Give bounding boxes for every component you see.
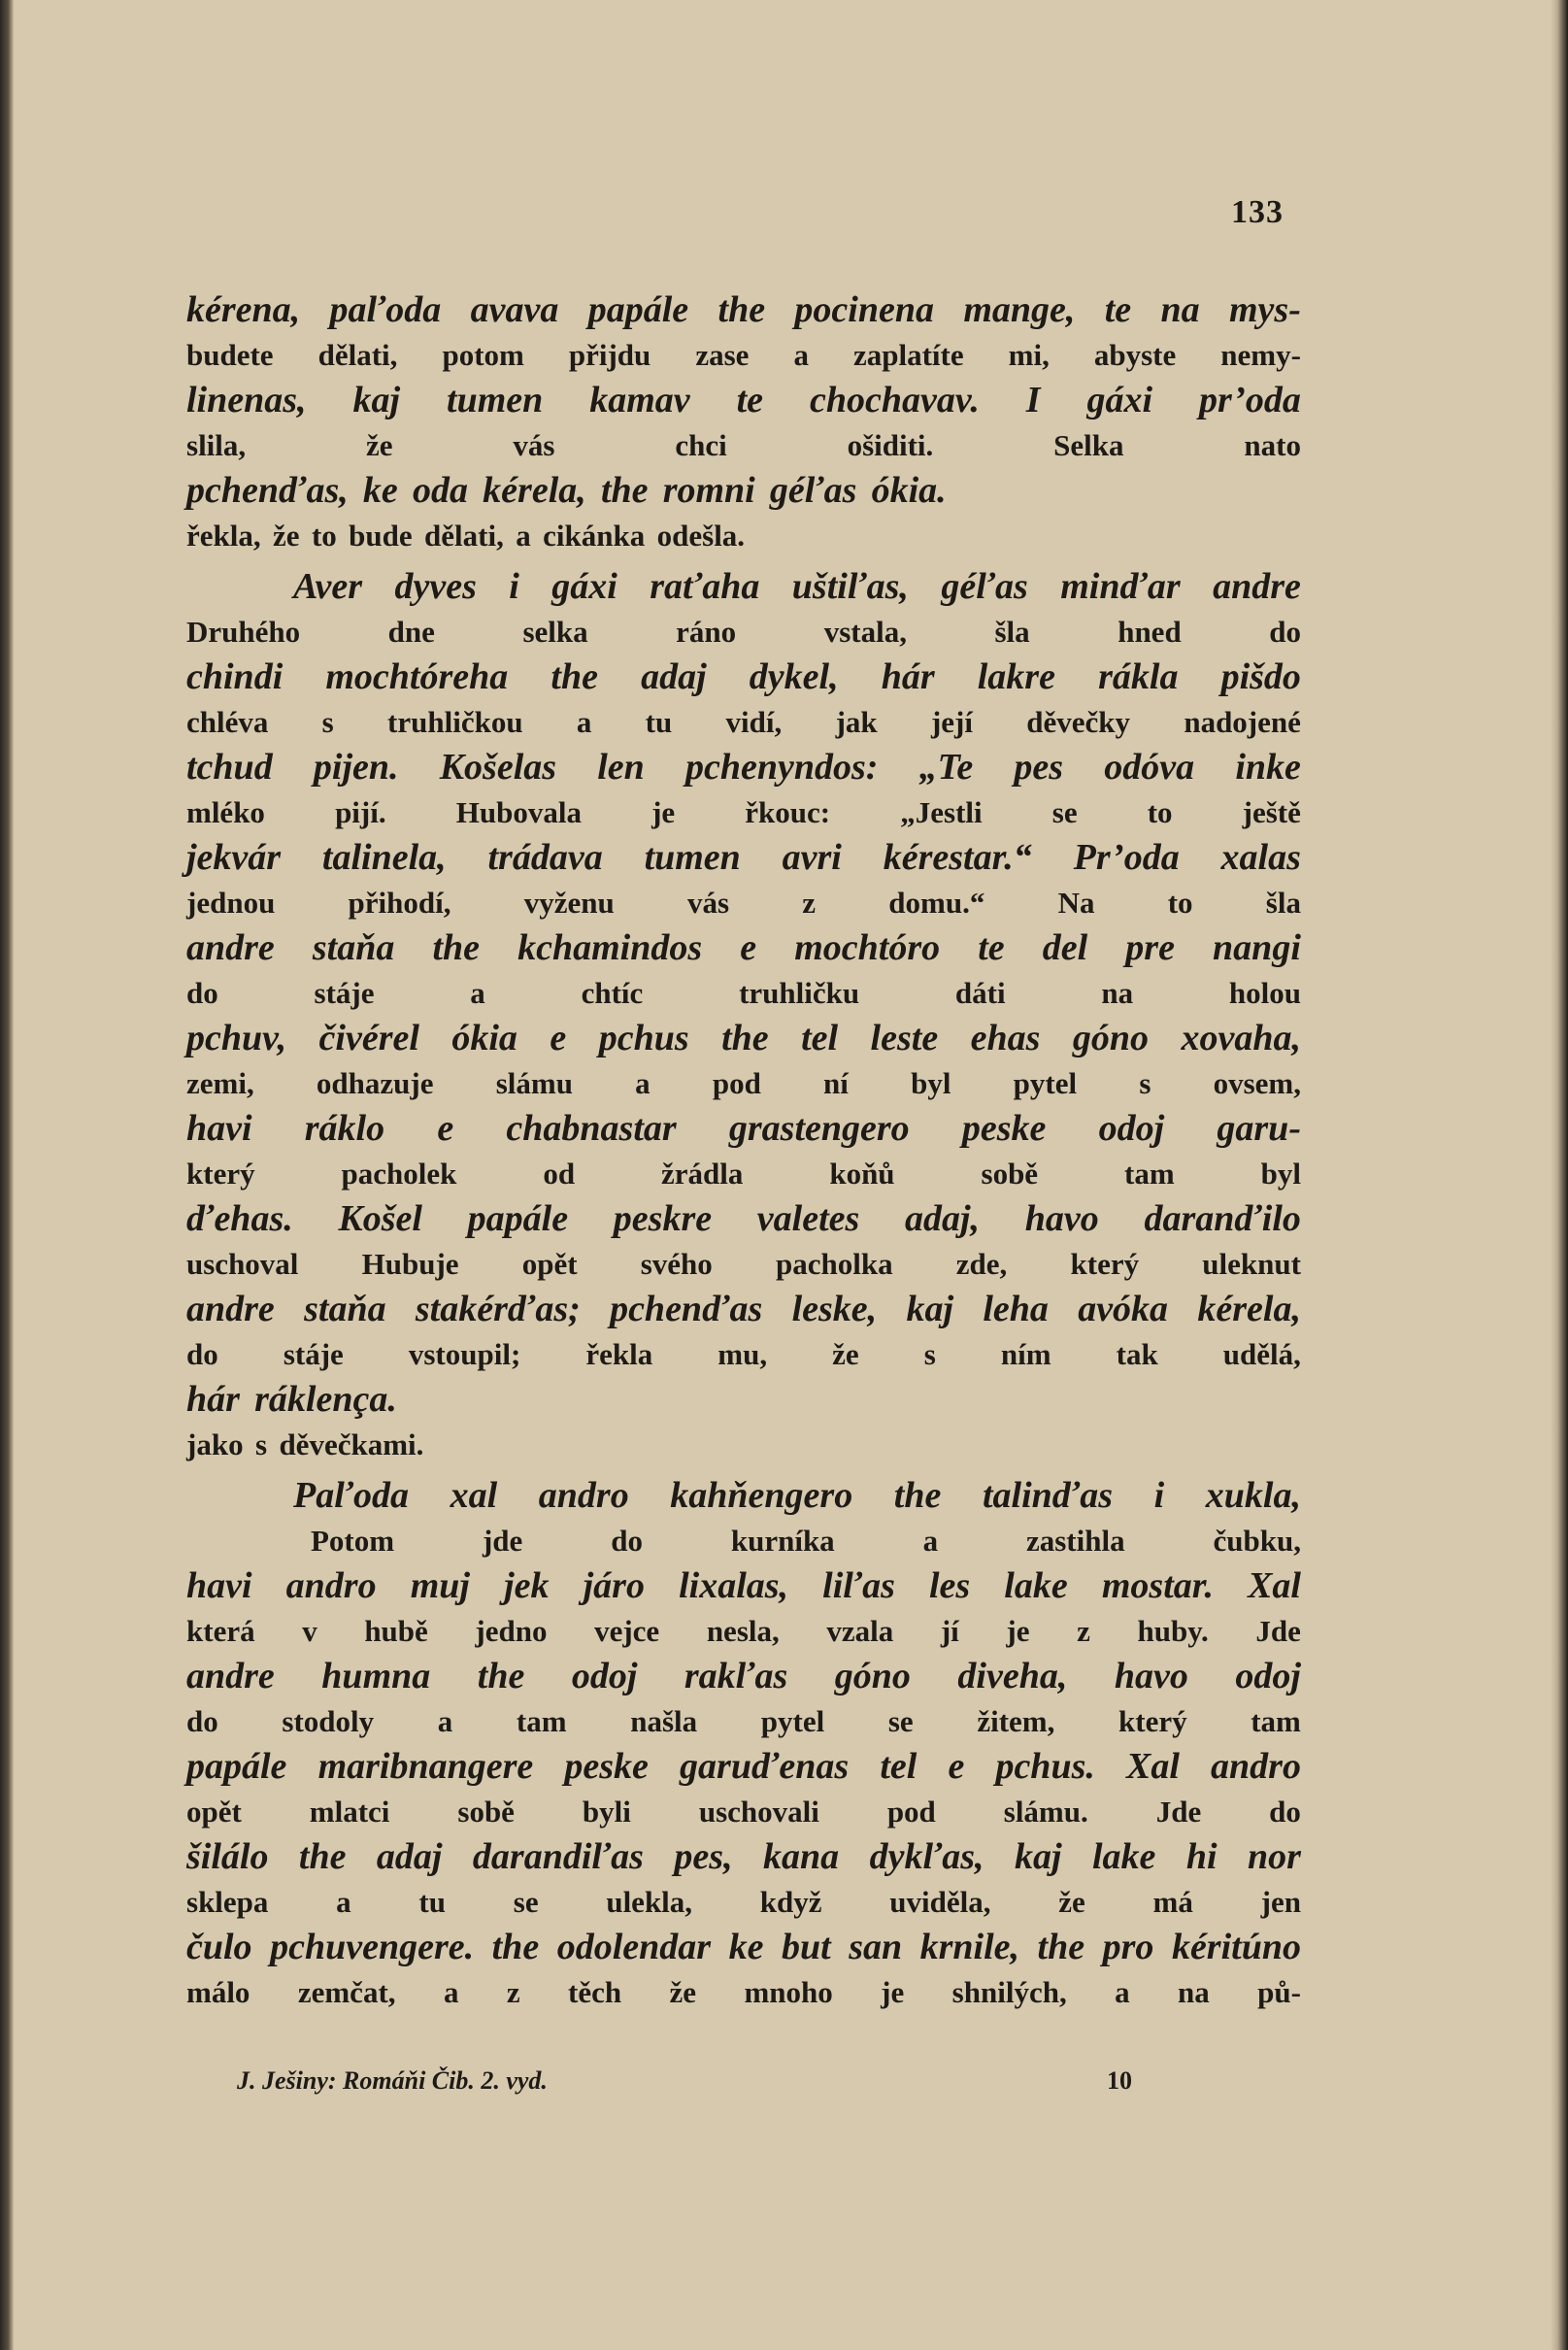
czech-line: do stáje a chtíc truhličku dáti na holou — [186, 976, 1301, 1010]
romani-line: ďehas. Košel papále peskre valetes adaj, havo daranďilo — [186, 1198, 1301, 1239]
romani-line: čulo pchuvengere. the odolendar ke but san krnile, the pro kéritúno — [186, 1927, 1301, 1967]
czech-line: jako s děvečkami. — [186, 1427, 424, 1461]
page-number: 133 — [1231, 194, 1284, 230]
romani-line: jekvár talinela, trádava tumen avri kérestar.“ Pr’oda xalas — [186, 837, 1301, 878]
paragraph — [186, 1473, 1301, 2015]
romani-line: papále maribnangere peske garuďenas tel e pchus. Xal andro — [186, 1746, 1301, 1787]
czech-line: jednou přihodí, vyženu vás z domu.“ Na to šla — [186, 886, 1301, 920]
romani-line: havi ráklo e chabnastar grastengero peske odoj garu- — [186, 1108, 1301, 1149]
page-edge-shadow — [1551, 0, 1568, 2350]
paragraph — [186, 287, 1301, 558]
footer-signature: J. Ješiny: Romáňi Čib. 2. vyd. — [237, 2066, 548, 2095]
romani-line: Aver dyves i gáxi raťaha uštiľas, géľas minďar andre — [293, 566, 1301, 607]
czech-line: do stáje vstoupil; řekla mu, že s ním tak udělá, — [186, 1337, 1301, 1371]
romani-line: Paľoda xal andro kahňengero the talinďas i xukla, — [293, 1475, 1301, 1516]
page-footer — [237, 2066, 1132, 2096]
czech-line: Potom jde do kurníka a zastihla čubku, — [311, 1524, 1301, 1558]
czech-line: který pacholek od žrádla koňů sobě tam byl — [186, 1157, 1301, 1191]
czech-line: Druhého dne selka ráno vstala, šla hned do — [186, 615, 1301, 649]
romani-line: hár ráklença. — [186, 1379, 397, 1420]
czech-line: chléva s truhličkou a tu vidí, jak její děvečky nadojené — [186, 705, 1301, 739]
romani-line: chindi mochtóreha the adaj dykel, hár lakre rákla pišdo — [186, 656, 1301, 697]
romani-line: andre humna the odoj rakľas góno diveha, havo odoj — [186, 1656, 1301, 1696]
romani-line: šilálo the adaj darandiľas pes, kana dykľas, kaj lake hi nor — [186, 1836, 1301, 1877]
czech-line: zemi, odhazuje slámu a pod ní byl pytel s ovsem, — [186, 1066, 1301, 1100]
czech-line: řekla, že to bude dělati, a cikánka odešla. — [186, 519, 746, 553]
czech-line: opět mlatci sobě byli uschovali pod slámu. Jde do — [186, 1795, 1301, 1829]
romani-line: havi andro muj jek járo lixalas, liľas les lake mostar. Xal — [186, 1565, 1301, 1606]
czech-line: slila, že vás chci ošiditi. Selka nato — [186, 428, 1301, 462]
romani-line: andre staňa the kchamindos e mochtóro te del pre nangi — [186, 927, 1301, 968]
body-text — [186, 287, 1301, 2015]
czech-line: do stodoly a tam našla pytel se žitem, který tam — [186, 1704, 1301, 1738]
book-spine-shadow — [0, 0, 14, 2350]
romani-line: kérena, paľoda avava papále the pocinena mange, te na mys- — [186, 289, 1301, 330]
czech-line: sklepa a tu se ulekla, když uviděla, že má jen — [186, 1885, 1301, 1919]
romani-line: pchenďas, ke oda kérela, the romni géľas ókia. — [186, 470, 947, 511]
czech-line: uschoval Hubuje opět svého pacholka zde, který uleknut — [186, 1247, 1301, 1281]
czech-line: málo zemčat, a z těch že mnoho je shnilých, a na pů- — [186, 1975, 1301, 2009]
romani-line: linenas, kaj tumen kamav te chochavav. I gáxi pr’oda — [186, 380, 1301, 420]
czech-line: mléko pijí. Hubovala je řkouc: „Jestli se to ještě — [186, 795, 1301, 829]
czech-line: budete dělati, potom přijdu zase a zaplatíte mi, abyste nemy- — [186, 338, 1301, 372]
romani-line: andre staňa stakérďas; pchenďas leske, kaj leha avóka kérela, — [186, 1289, 1301, 1329]
romani-line: tchud pijen. Košelas len pchenyndos: „Te pes odóva inke — [186, 747, 1301, 788]
romani-line: pchuv, čivérel ókia e pchus the tel leste ehas góno xovaha, — [186, 1018, 1301, 1058]
footer-sheet-number: 10 — [1107, 2066, 1132, 2095]
czech-line: která v hubě jedno vejce nesla, vzala jí je z huby. Jde — [186, 1614, 1301, 1648]
paragraph — [186, 564, 1301, 1467]
